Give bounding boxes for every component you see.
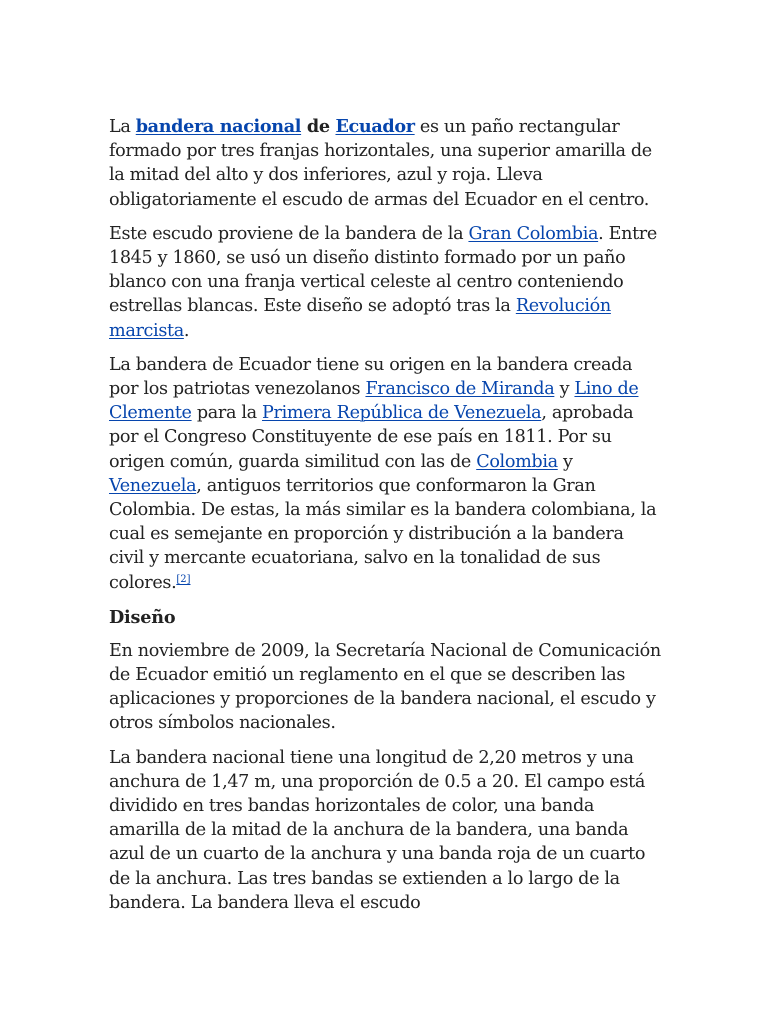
link-colombia[interactable]: Colombia (476, 451, 558, 472)
origin-paragraph (109, 353, 661, 595)
link-gran-colombia[interactable]: Gran Colombia (468, 223, 599, 244)
text-span: y (557, 451, 573, 472)
reference-superscript (176, 574, 190, 585)
text-span: . Entre 1845 y 1860, se usó un diseño distinto formado por un paño blanco con una franja vertical celeste al centro conteniendo estrellas blancas. Este diseño se adoptó tras la (109, 223, 657, 317)
text-span: La (109, 117, 136, 137)
text-span: , aprobada por el Congreso Constituyente de ese país en 1811. Por su origen común, guarda similitud con las de (109, 403, 634, 472)
link-ecuador[interactable]: Ecuador (335, 116, 415, 137)
link-primera-republica-de-venezuela[interactable]: Primera República de Venezuela (262, 403, 542, 424)
link-francisco-de-miranda[interactable]: Francisco de Miranda (365, 379, 555, 400)
history-paragraph (109, 222, 661, 343)
text-span: . (183, 320, 190, 341)
link-venezuela[interactable]: Venezuela (109, 475, 197, 496)
article-body (109, 115, 661, 925)
text-span: La bandera de Ecuador tiene su origen en la bandera creada por los patriotas venezolanos (109, 354, 633, 400)
regulation-paragraph: En noviembre de 2009, la Secretaría Nacional de Comunicación de Ecuador emitió un reglamento en el que se describen las aplicaciones y proporciones de la bandera nacional, el escudo y otros símbolos nacionales. (109, 640, 661, 734)
section-heading-diseno: Diseño (109, 606, 176, 628)
link-revolucion-marcista[interactable]: Revolución marcista (109, 296, 611, 341)
text-span: para la (191, 403, 263, 424)
link-bandera-nacional[interactable]: bandera nacional (135, 116, 302, 137)
reference-link[interactable]: [2] (176, 573, 191, 585)
link-lino-de-clemente[interactable]: Lino de Clemente (109, 379, 639, 424)
text-span: y (554, 379, 575, 400)
text-span: Este escudo proviene de la bandera de la (109, 223, 469, 244)
text-span: de (301, 116, 336, 137)
intro-paragraph (109, 115, 661, 212)
text-span: , antiguos territorios que conformaron la Gran Colombia. De estas, la más similar es la bandera colombiana, la cual es semejante en proporción y distribución a la bandera civil y mercante ecuatoriana, salvo en la tonalidad de sus colores. (109, 475, 657, 593)
text-span: es un paño rectangular formado por tres franjas horizontales, una superior amarilla de la mitad del alto y dos inferiores, azul y roja. Lleva obligatoriamente el escudo de armas del Ecuador en el centro. (109, 117, 652, 210)
dimensions-paragraph: La bandera nacional tiene una longitud de 2,20 metros y una anchura de 1,47 m, una proporción de 0.5 a 20. El campo está dividido en tres bandas horizontales de color, una banda amarilla de la mitad de la anchura de la bandera, una banda azul de un cuarto de la anchura y una banda roja de un cuarto de la anchura. Las tres bandas se extienden a lo largo de la bandera. La bandera lleva el escudo (109, 747, 646, 913)
